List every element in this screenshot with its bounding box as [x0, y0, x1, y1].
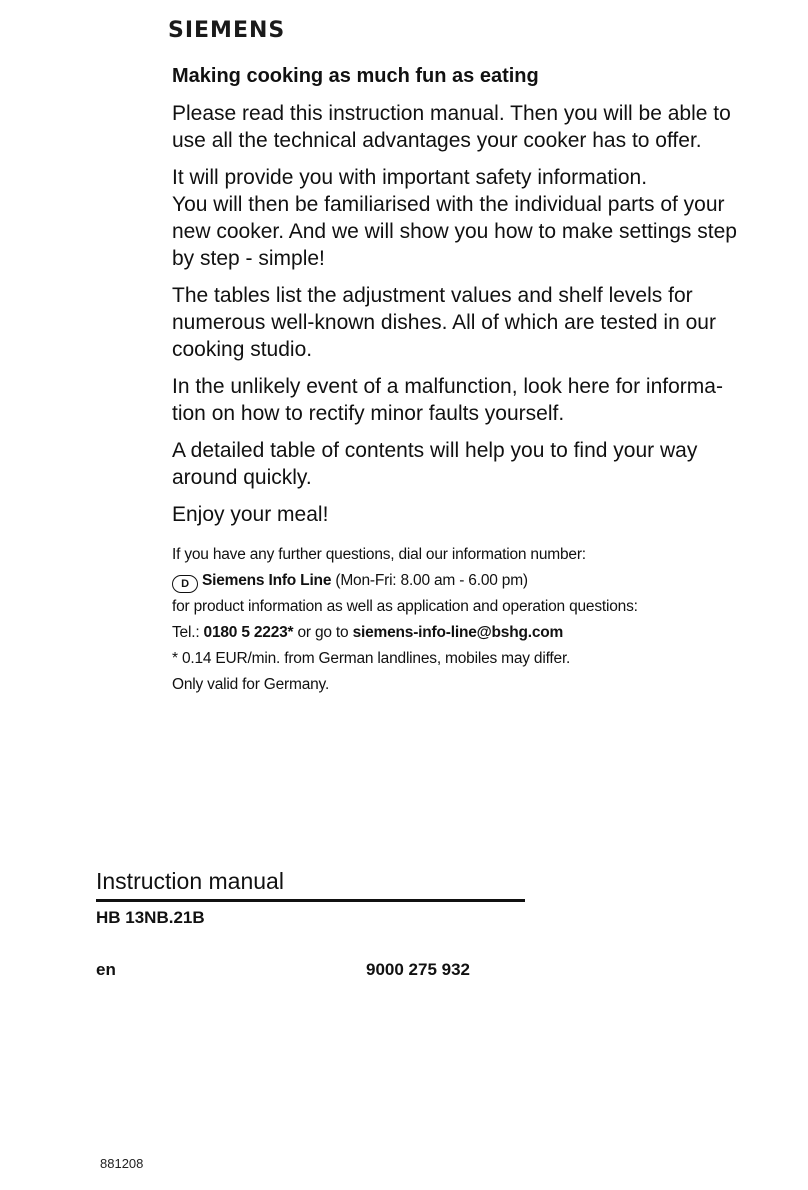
info-line-section [172, 542, 752, 698]
intro-headline: Making cooking as much fun as eating [172, 65, 539, 87]
footer-code: 881208 [100, 1156, 144, 1171]
country-d-badge-icon: D [172, 575, 198, 593]
questions-line: If you have any further questions, dial our information number: [172, 546, 586, 563]
model-number: HB 13NB.21B [96, 908, 205, 927]
validity-note: Only valid for Germany. [172, 676, 330, 693]
part-number: 9000 275 932 [366, 960, 470, 979]
safety-sentence: It will provide you with important safety information. [172, 166, 648, 189]
tel-label: Tel.: [172, 624, 200, 641]
manual-title: Instruction manual [96, 868, 284, 894]
contact-line [172, 620, 752, 646]
intro-paragraph-3: The tables list the adjustment values and shelf levels for numerous well-known dishes. All of which are tested in our cooking studio. [172, 284, 716, 361]
intro-paragraph-5: A detailed table of contents will help you to find your way around quickly. [172, 439, 698, 489]
info-email: siemens-info-line@bshg.com [352, 624, 564, 641]
title-divider [96, 899, 525, 902]
enjoy-meal-text: Enjoy your meal! [172, 503, 329, 526]
siemens-logo: SIEMENS [168, 18, 286, 43]
tel-number: 0180 5 2223* [203, 624, 294, 641]
service-line [172, 568, 752, 594]
familiarise-sentence: You will then be familiarised with the individual parts of your new cooker. And we will show you how to make settings step by step - simple! [172, 193, 737, 270]
service-name: Siemens Info Line [202, 572, 332, 589]
service-hours: (Mon-Fri: 8.00 am - 6.00 pm) [335, 572, 528, 589]
intro-paragraph-4: In the unlikely event of a malfunction, look here for informa-tion on how to rectify minor faults yourself. [172, 375, 723, 425]
language-code: en [96, 960, 116, 979]
intro-paragraph-1: Please read this instruction manual. Then you will be able to use all the technical advantages your cooker has to offer. [172, 102, 731, 152]
intro-paragraph-2 [172, 164, 752, 272]
rate-note: * 0.14 EUR/min. from German landlines, mobiles may differ. [172, 650, 571, 667]
purpose-line: for product information as well as application and operation questions: [172, 598, 638, 615]
or-go-to-text: or go to [297, 624, 349, 641]
intro-section [172, 62, 752, 698]
